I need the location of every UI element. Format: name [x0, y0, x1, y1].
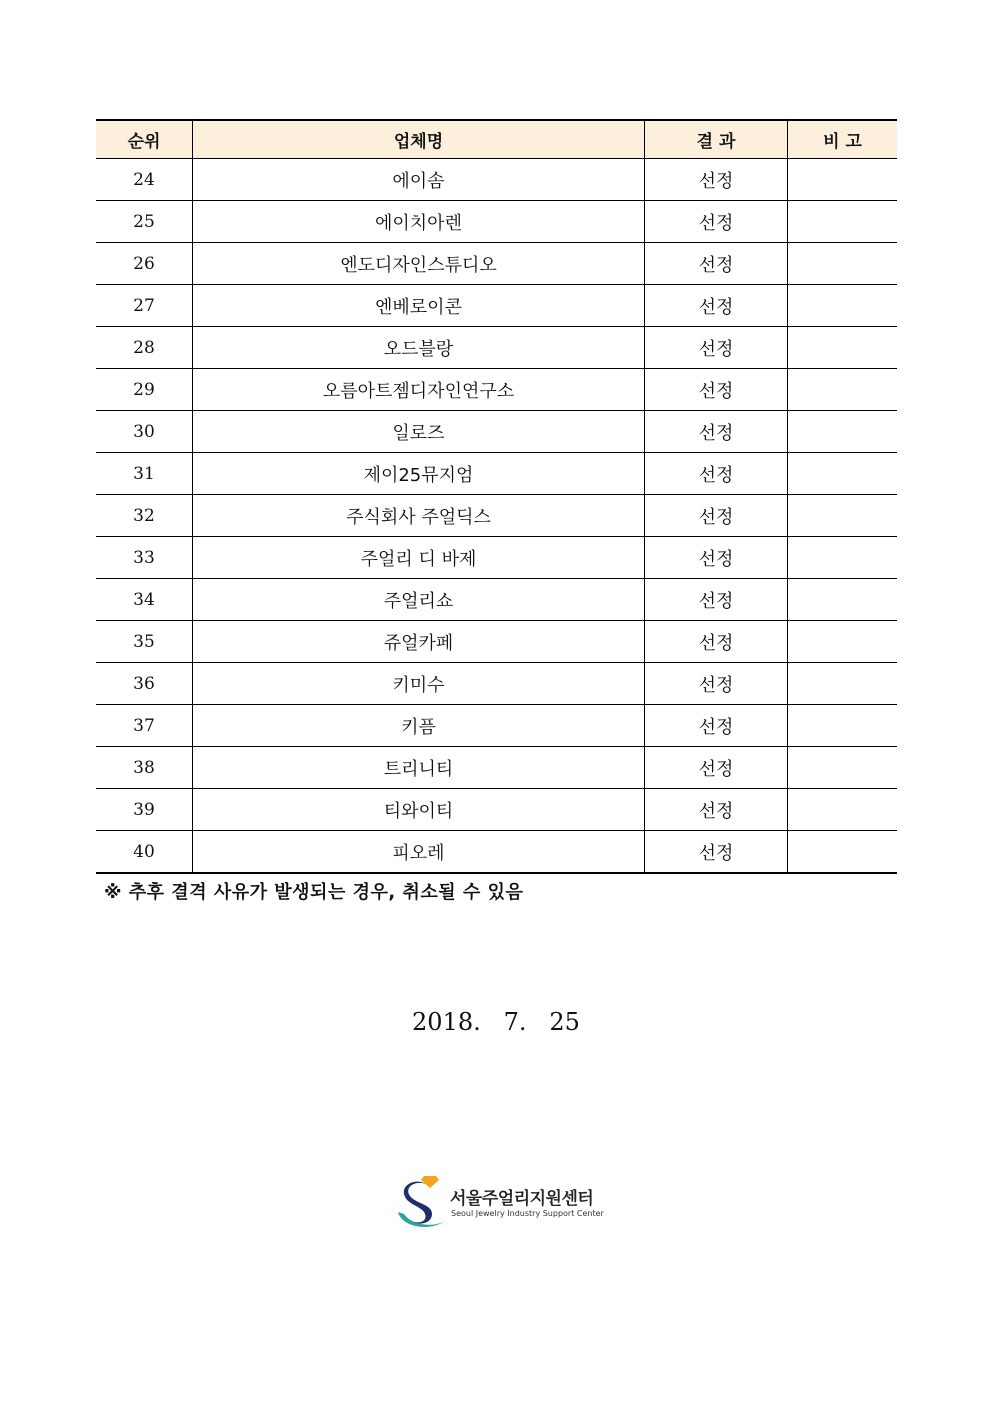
note-cell [788, 411, 898, 453]
company-name-cell: 트리니티 [193, 747, 645, 789]
result-cell: 선정 [645, 537, 788, 579]
table-row [96, 327, 897, 369]
table-header-row [96, 120, 897, 159]
table-row [96, 285, 897, 327]
rank-cell: 34 [96, 579, 193, 621]
result-cell: 선정 [645, 495, 788, 537]
organization-logo [392, 1172, 612, 1234]
result-cell: 선정 [645, 831, 788, 874]
table-row [96, 663, 897, 705]
header-note: 비 고 [823, 132, 862, 152]
rank-cell: 24 [96, 159, 193, 201]
result-cell: 선정 [645, 243, 788, 285]
logo-subtitle: Seoul Jewelry Industry Support Center [451, 1209, 604, 1218]
company-name-cell: 일로즈 [193, 411, 645, 453]
logo-name: 서울주얼리지원센터 [450, 1189, 594, 1209]
table-row [96, 621, 897, 663]
header-company-name: 업체명 [193, 120, 645, 159]
footnote: ※ 추후 결격 사유가 발생되는 경우, 취소될 수 있음 [104, 882, 524, 903]
table-row [96, 453, 897, 495]
rank-cell: 29 [96, 369, 193, 411]
note-cell [788, 579, 898, 621]
result-cell: 선정 [645, 327, 788, 369]
rank-cell: 30 [96, 411, 193, 453]
rank-cell: 38 [96, 747, 193, 789]
result-cell: 선정 [645, 453, 788, 495]
company-name-cell: 오드블랑 [193, 327, 645, 369]
company-name-cell: 쥬얼카페 [193, 621, 645, 663]
company-name-cell: 에이치아렌 [193, 201, 645, 243]
result-cell: 선정 [645, 789, 788, 831]
result-cell: 선정 [645, 663, 788, 705]
note-cell [788, 537, 898, 579]
rank-cell: 27 [96, 285, 193, 327]
company-name-cell: 키미수 [193, 663, 645, 705]
result-cell: 선정 [645, 285, 788, 327]
note-cell [788, 705, 898, 747]
rank-cell: 39 [96, 789, 193, 831]
table-row [96, 243, 897, 285]
table-row [96, 411, 897, 453]
company-name-cell: 주식회사 주얼딕스 [193, 495, 645, 537]
rank-cell: 26 [96, 243, 193, 285]
result-cell: 선정 [645, 705, 788, 747]
rank-cell: 40 [96, 831, 193, 874]
company-name-cell: 주얼리 디 바제 [193, 537, 645, 579]
table-row [96, 789, 897, 831]
note-cell [788, 285, 898, 327]
table-row [96, 537, 897, 579]
table-row [96, 159, 897, 201]
company-name-cell: 에이솜 [193, 159, 645, 201]
company-name-cell: 주얼리쇼 [193, 579, 645, 621]
company-name-cell: 티와이티 [193, 789, 645, 831]
results-table [96, 119, 897, 874]
note-cell [788, 453, 898, 495]
rank-cell: 33 [96, 537, 193, 579]
rank-cell: 36 [96, 663, 193, 705]
table-row [96, 369, 897, 411]
document-date: 2018. 7. 25 [412, 1008, 580, 1036]
note-cell [788, 747, 898, 789]
table-row [96, 201, 897, 243]
note-cell [788, 495, 898, 537]
note-cell [788, 831, 898, 874]
rank-cell: 37 [96, 705, 193, 747]
header-result: 결 과 [645, 120, 788, 159]
note-cell [788, 159, 898, 201]
result-cell: 선정 [645, 159, 788, 201]
company-name-cell: 키픔 [193, 705, 645, 747]
table-row [96, 831, 897, 874]
note-cell [788, 663, 898, 705]
result-cell: 선정 [645, 621, 788, 663]
note-cell [788, 369, 898, 411]
result-cell: 선정 [645, 201, 788, 243]
note-cell [788, 243, 898, 285]
result-cell: 선정 [645, 411, 788, 453]
note-cell [788, 201, 898, 243]
diamond-s-logo-icon [392, 1172, 448, 1234]
result-cell: 선정 [645, 369, 788, 411]
note-cell [788, 621, 898, 663]
table-row [96, 495, 897, 537]
rank-cell: 28 [96, 327, 193, 369]
company-name-cell: 피오레 [193, 831, 645, 874]
rank-cell: 25 [96, 201, 193, 243]
company-name-cell: 오름아트젬디자인연구소 [193, 369, 645, 411]
table-row [96, 705, 897, 747]
rank-cell: 31 [96, 453, 193, 495]
table-row [96, 747, 897, 789]
company-name-cell: 엔도디자인스튜디오 [193, 243, 645, 285]
result-cell: 선정 [645, 579, 788, 621]
company-name-cell: 엔베로이콘 [193, 285, 645, 327]
header-rank: 순위 [96, 120, 193, 159]
note-cell [788, 327, 898, 369]
rank-cell: 32 [96, 495, 193, 537]
rank-cell: 35 [96, 621, 193, 663]
result-cell: 선정 [645, 747, 788, 789]
company-name-cell: 제이25뮤지엄 [193, 453, 645, 495]
note-cell [788, 789, 898, 831]
table-row [96, 579, 897, 621]
table-body [96, 159, 897, 874]
